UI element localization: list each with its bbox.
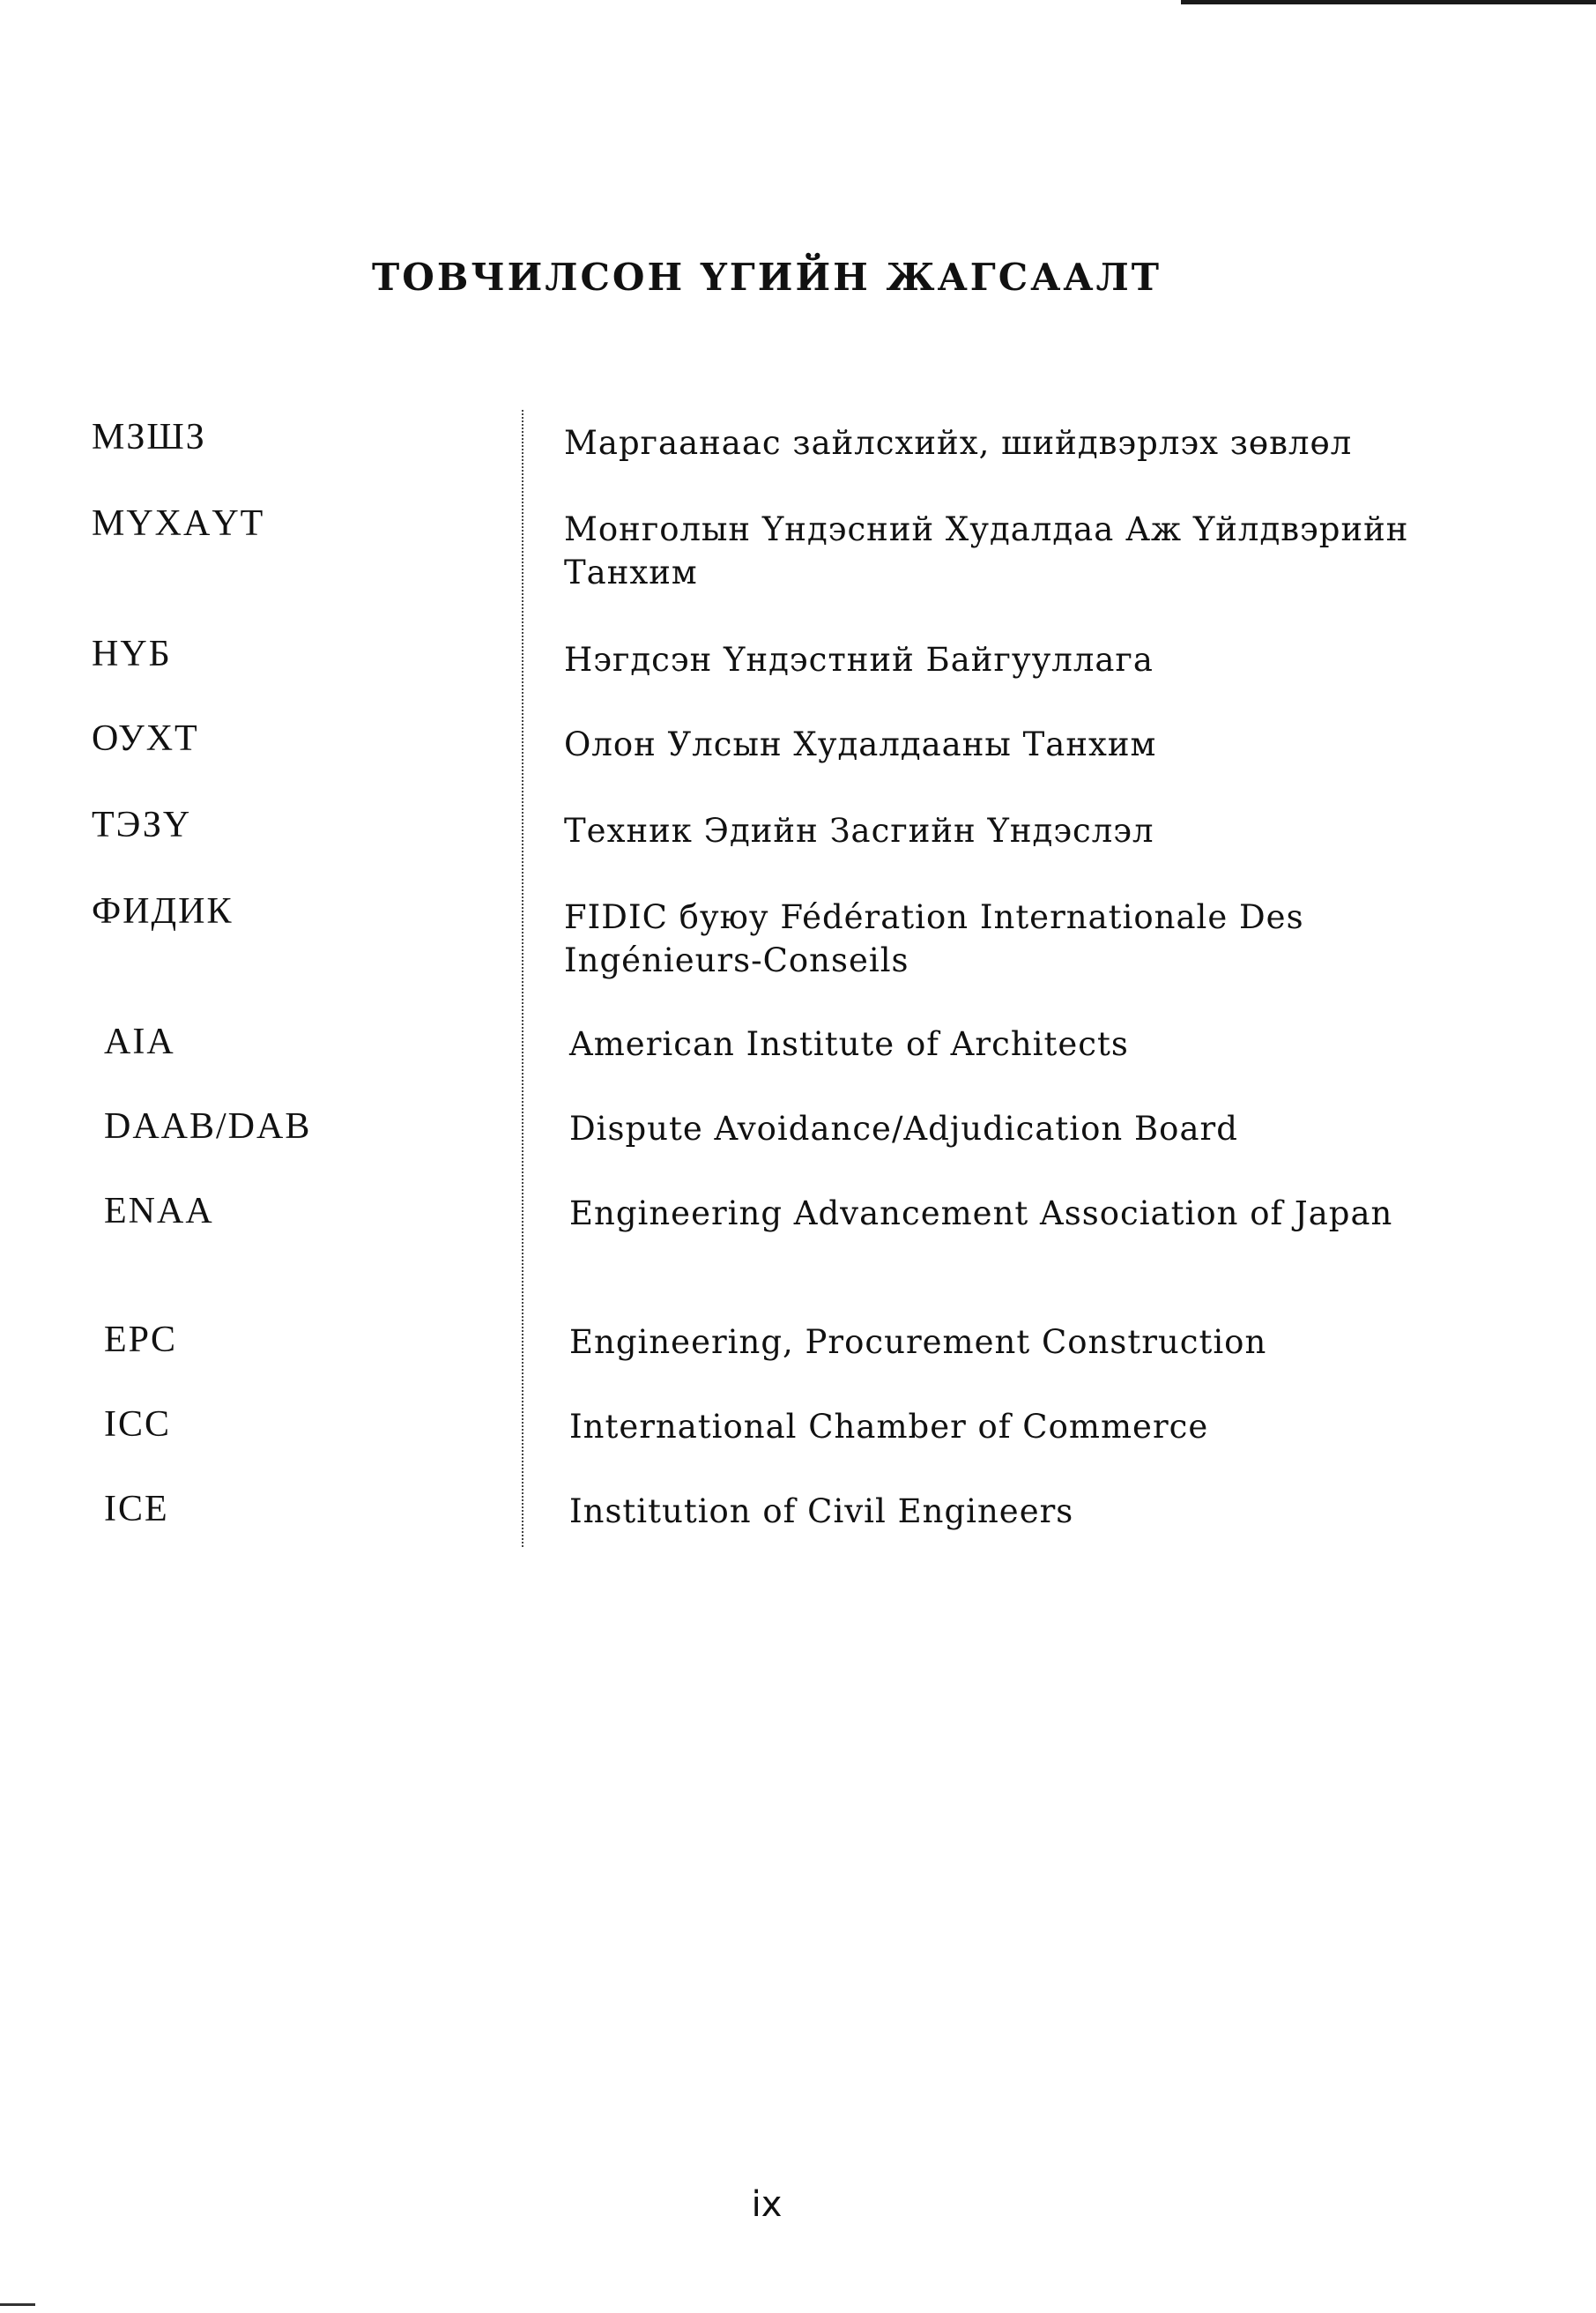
abbreviation-definition: Олон Улсын Худалдааны Танхим [564,725,1157,763]
page-title: ТОВЧИЛСОН ҮГИЙН ЖАГСААЛТ [371,256,1162,299]
abbreviation-definition: American Institute of Architects [569,1025,1129,1063]
abbreviation-definition: Dispute Avoidance/Adjudication Board [569,1110,1238,1148]
abbreviation: ТЭЗҮ [92,805,192,845]
abbreviation: МЗШЗ [92,417,206,457]
abbreviation: ОУХТ [92,718,199,759]
column-divider [522,410,523,1547]
abbreviation: ENAA [104,1191,214,1231]
scan-edge-mark-bottom [0,2303,35,2306]
abbreviation: ICE [104,1489,169,1529]
abbreviation-definition: International Chamber of Commerce [569,1408,1209,1446]
page-number: ix [751,2184,783,2225]
abbreviation: DAAB/DAB [104,1106,312,1147]
abbreviation-definition: Engineering Advancement Association of Japan [569,1194,1393,1232]
abbreviation: AIA [104,1022,175,1062]
abbreviation: EPC [104,1320,178,1360]
abbreviation-definition: Engineering, Procurement Construction [569,1323,1267,1361]
abbreviation-definition: Маргаанаас зайлсхийх, шийдвэрлэх зөвлөл [564,424,1353,462]
abbreviation: ФИДИК [92,891,234,932]
abbreviation-definition: Нэгдсэн Үндэстний Байгууллага [564,641,1154,679]
abbreviation: НҮБ [92,634,172,674]
abbreviation-definition: Техник Эдийн Засгийн Үндэслэл [564,812,1154,850]
abbreviation: МҮХАҮТ [92,503,265,544]
abbreviation: ICC [104,1404,172,1445]
abbreviation-definition: FIDIC буюу Fédération Internationale Des Ingénieurs-Conseils [564,898,1304,979]
abbreviation-definition: Institution of Civil Engineers [569,1492,1074,1530]
abbreviation-definition: Монголын Үндэсний Худалдаа Аж Үйлдвэрийн Танхим [564,510,1409,591]
scan-edge-mark [1181,0,1596,4]
